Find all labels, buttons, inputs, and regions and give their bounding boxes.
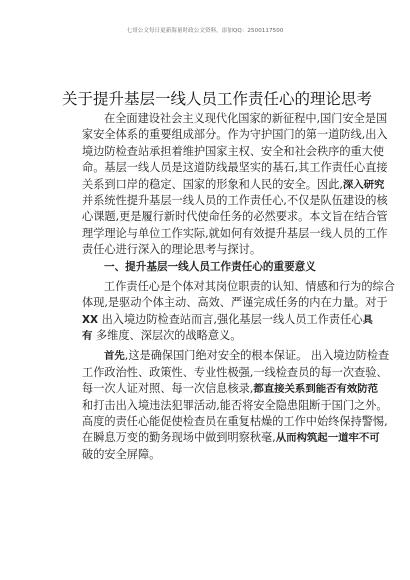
text-run: 出入境边防检查站而言,强化基层一线人员工作责任心 bbox=[98, 312, 363, 326]
paragraph-2-line bbox=[82, 312, 373, 328]
paragraph-1-line: 命。基层一线人员是这道防线最坚实的基石,其工作责任心直接 bbox=[82, 161, 388, 175]
paragraph-3-line: 工作政治性、政策性、专业性极强,一线检查员的每一次查验、 bbox=[82, 365, 388, 379]
text-run: 关系到口岸的稳定、国家的形象和人民的安全。因此, bbox=[82, 177, 343, 191]
paragraph-3-line: 和打击出入境违法犯罪活动,能否将安全隐患阻断于国门之外。 bbox=[82, 398, 388, 412]
text-run: 在瞬息万变的勤务现场中做到明察秋毫, bbox=[82, 431, 276, 445]
document-title: 关于提升基层一线人员工作责任心的理论思考 bbox=[62, 90, 373, 108]
paragraph-3-line bbox=[82, 430, 380, 446]
paragraph-1-line bbox=[82, 177, 385, 193]
bold-text-run: 都直接关系到能否有效防范 bbox=[253, 383, 379, 396]
paragraph-1-line: 家安全体系的重要组成部分。作为守护国门的第一道防线,出入 bbox=[82, 128, 388, 142]
paragraph-1-line: 理学理论与单位工作实际,就如何有效提升基层一线人员的工作 bbox=[82, 226, 388, 240]
paragraph-3-line: 高度的责任心能促使检查员在重复枯燥的工作中始终保持警惕, bbox=[82, 415, 388, 429]
section-heading: 一、提升基层一线人员工作责任心的重要意义 bbox=[104, 260, 316, 273]
paragraph-1-line: 责任心进行深入的理论思考与探讨。 bbox=[82, 243, 262, 257]
paragraph-1-line bbox=[82, 193, 388, 209]
paragraph-1-line: 心课题,更是履行新时代使命任务的必然要求。本文旨在结合管 bbox=[82, 210, 388, 224]
paragraph-3-line: 破的安全屏障。 bbox=[82, 447, 161, 461]
document-body bbox=[82, 111, 395, 463]
bold-text-run: XX bbox=[82, 313, 99, 326]
paragraph-2-line: 体现,是驱动个体主动、高效、严谨完成任务的内在力量。对于 bbox=[82, 296, 388, 310]
paragraph-3-line bbox=[82, 348, 390, 364]
text-run: ,这是确保国门绝对安全的根本保证。 出入境边防检查 bbox=[124, 349, 390, 363]
bold-text-run: 首先 bbox=[104, 350, 125, 363]
bold-text-run: 深入研究 bbox=[342, 178, 385, 191]
paragraph-2-line bbox=[82, 328, 356, 344]
bold-text-run: 具 bbox=[362, 313, 373, 326]
text-run: ,不仅是队伍建设的核 bbox=[283, 193, 388, 207]
paragraph-2-line: 工作责任心是个体对其岗位职责的认知、情感和行为的综合 bbox=[104, 279, 395, 293]
paragraph-1-line: 在全面建设社会主义现代化国家的新征程中,国门安全是国 bbox=[104, 112, 388, 125]
text-run: 每一次人证对照、每一次信息核录, bbox=[82, 382, 254, 396]
header-note: 七哥公文每日更新海量时政公文资料，添加QQ：2500117500 bbox=[126, 28, 284, 34]
bold-text-run: 有 bbox=[82, 330, 93, 343]
paragraph-3-line bbox=[82, 381, 379, 397]
bold-text-run: 从而构筑起一道牢不可 bbox=[275, 432, 380, 445]
text-run: 并系统性提升基层一线人员的工作责任心 bbox=[82, 193, 284, 207]
text-run: 多维度、深层次的战略意义。 bbox=[92, 329, 242, 343]
paragraph-1-line: 境边防检查站承担着维护国家主权、安全和社会秩序的重大使 bbox=[82, 144, 385, 158]
